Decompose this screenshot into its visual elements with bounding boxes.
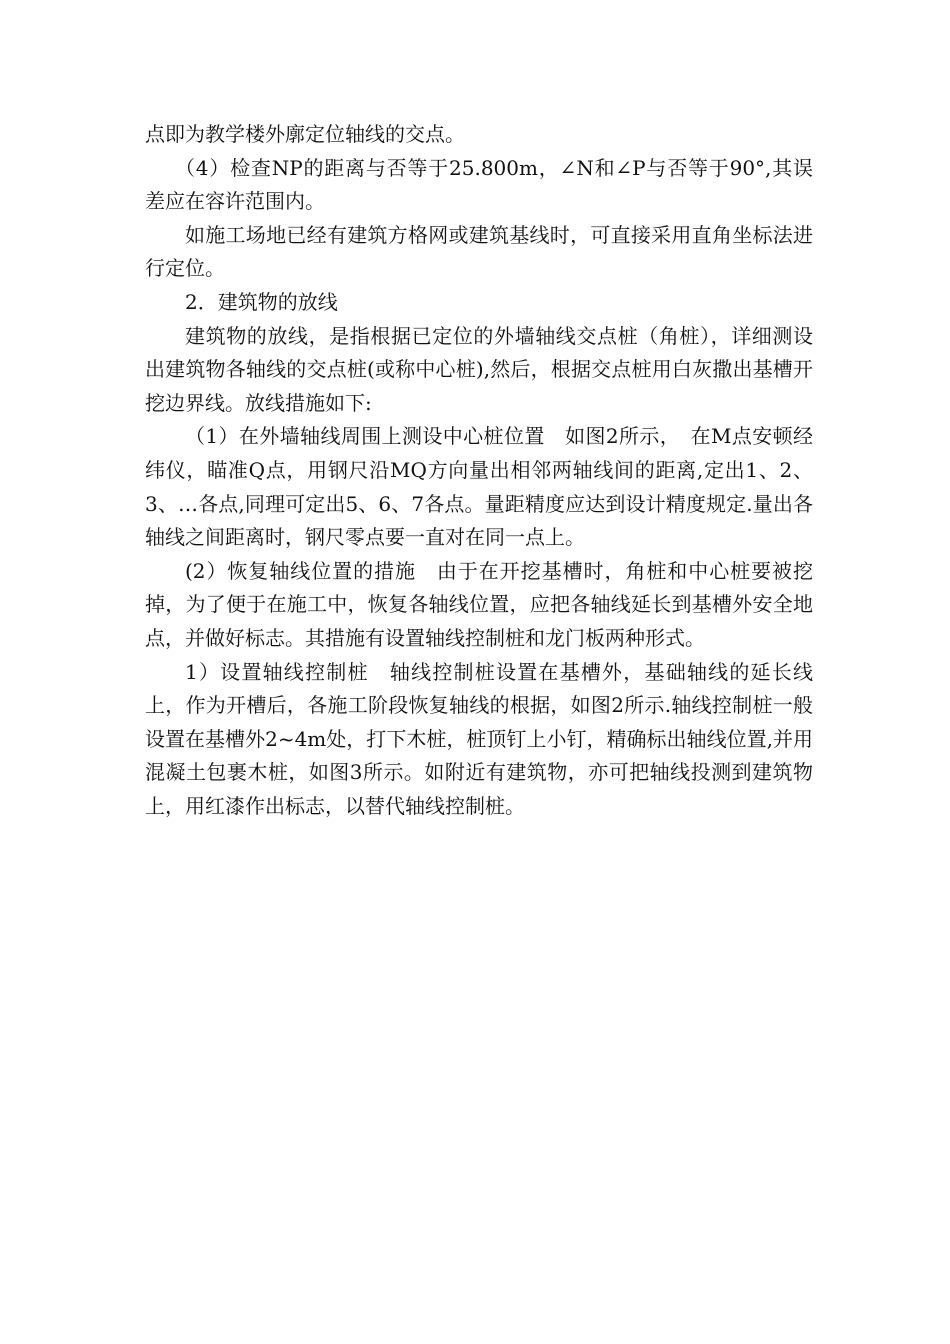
paragraph-step-2: (2）恢复轴线位置的措施 由于在开挖基槽时，角桩和中心桩要被挖掉，为了便于在施工中，恢复各轴线位置，应把各轴线延长到基槽外安全地点，并做好标志。其措施有设置轴线控制桩和龙门板两种形式。 [145,558,813,650]
paragraph-coordinate-method: 如施工场地已经有建筑方格网或建筑基线时，可直接采用直角坐标法进行定位。 [145,222,813,281]
body-text [145,118,813,823]
paragraph-step-1: （1）在外墙轴线周围上测设中心桩位置 如图2所示， 在M点安顿经纬仪，瞄准Q点，用钢尺沿MQ方向量出相邻两轴线间的距离,定出1、2、3、…各点,同理可定出5、6、7各点。量距精度应达到设计精度规定.量出各轴线之间距离时，钢尺零点要一直对在同一点上。 [145,424,813,550]
section-heading: 2．建筑物的放线 [185,289,338,314]
paragraph-continuation: 点即为教学楼外廓定位轴线的交点。 [145,122,465,146]
paragraph-control-piles: 1）设置轴线控制桩 轴线控制桩设置在基槽外，基础轴线的延长线上，作为开槽后，各施工阶段恢复轴线的根据，如图2所示.轴线控制桩一般设置在基槽外2~4m处，打下木桩，桩顶钉上小钉，精确标出轴线位置,并用混凝土包裹木桩，如图3所示。如附近有建筑物，亦可把轴线投测到建筑物上，用红漆作出标志，以替代轴线控制桩。 [145,659,813,818]
paragraph-step-4: （4）检查NP的距离与否等于25.800m，∠N和∠P与否等于90°,其误差应在容许范围内。 [145,155,813,214]
paragraph-layout-definition: 建筑物的放线，是指根据已定位的外墙轴线交点桩（角桩），详细测设出建筑物各轴线的交点桩(或称中心桩),然后，根据交点桩用白灰撒出基槽开挖边界线。放线措施如下: [145,323,813,415]
